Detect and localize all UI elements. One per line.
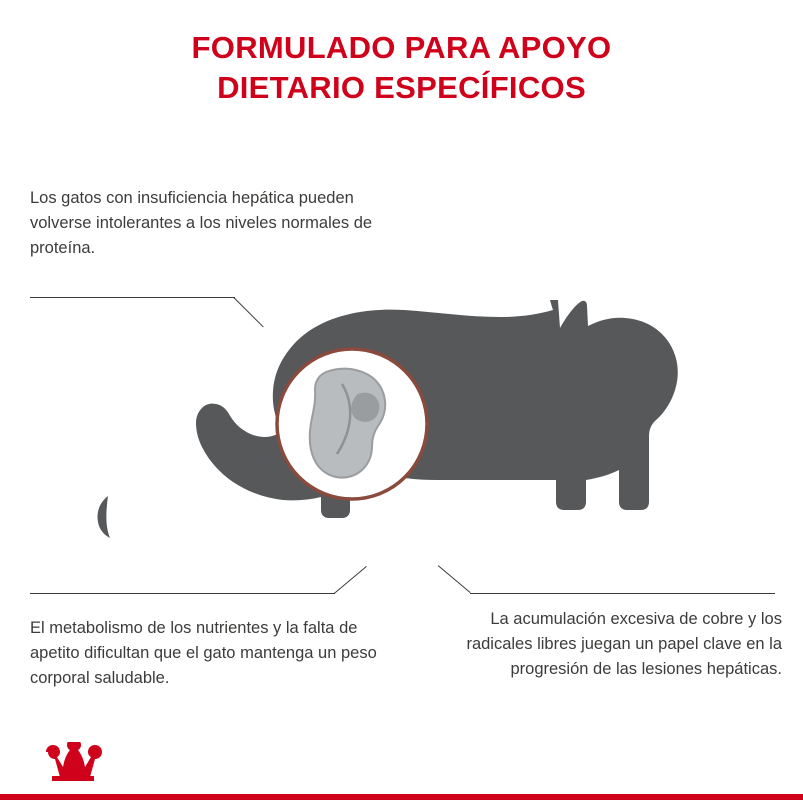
callout-top-left: Los gatos con insuficiencia hepática pueden volverse intolerantes a los niveles normales de proteína. (30, 189, 373, 258)
header (0, 0, 803, 107)
cat-illustration (90, 300, 720, 580)
footer-accent-rule (0, 794, 803, 800)
footer (0, 738, 803, 800)
page-title-line-2: DIETARIO ESPECÍFICOS (217, 69, 586, 105)
leader-line-bottom-right-horizontal (470, 593, 775, 594)
cat-silhouette-icon (90, 300, 720, 580)
crown-icon (40, 742, 118, 786)
page-title (72, 28, 732, 107)
callout-bottom-left: El metabolismo de los nutrientes y la falta de apetito dificultan que el gato mantenga un peso corporal saludable. (30, 619, 377, 688)
brand-logo (40, 742, 118, 786)
callout-bottom-right: La acumulación excesiva de cobre y los radicales libres juegan un papel clave en la progresión de las lesiones hepáticas. (466, 610, 782, 679)
page-title-line-1: FORMULADO PARA APOYO (191, 30, 612, 65)
leader-line-bottom-left-horizontal (30, 593, 335, 594)
leader-line-top-horizontal (30, 297, 235, 298)
